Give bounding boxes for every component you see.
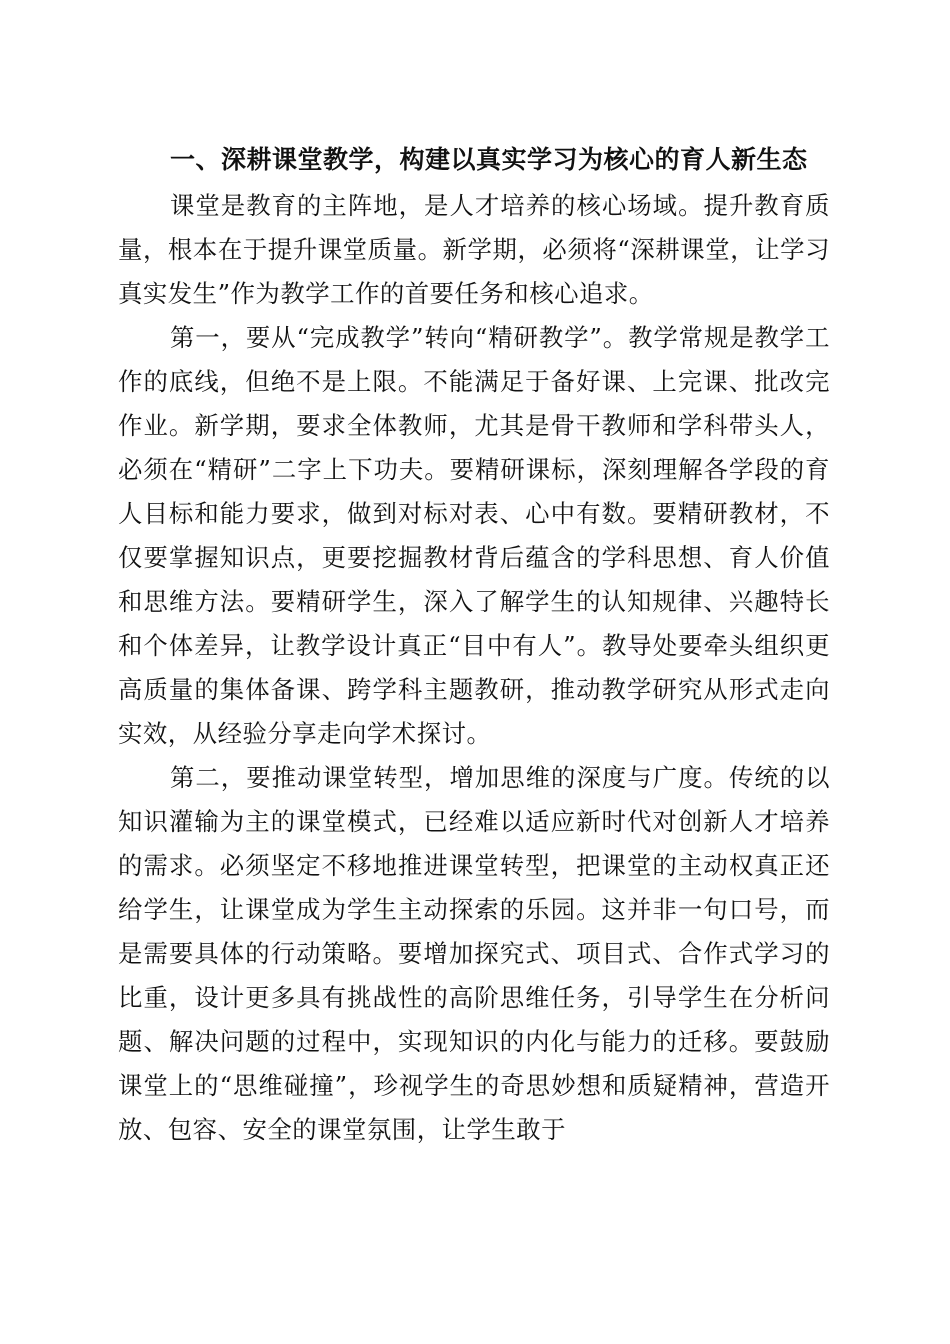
paragraph-first-point: 第一，要从“完成教学”转向“精研教学”。教学常规是教学工作的底线，但绝不是上限。不能满足于备好课、上完课、批改完作业。新学期，要求全体教师，尤其是骨干教师和学科带头人，必须在“精研”二字上下功夫。要精研课标，深刻理解各学段的育人目标和能力要求，做到对标对表、心中有数。要精研教材，不仅要掌握知识点，更要挖掘教材背后蕴含的学科思想、育人价值和思维方法。要精研学生，深入了解学生的认知规律、兴趣特长和个体差异，让教学设计真正“目中有人”。教导处要牵头组织更高质量的集体备课、跨学科主题教研，推动教学研究从形式走向实效，从经验分享走向学术探讨。 [118, 323, 830, 748]
paragraph-second-point: 第二，要推动课堂转型，增加思维的深度与广度。传统的以知识灌输为主的课堂模式，已经难以适应新时代对创新人才培养的需求。必须坚定不移地推进课堂转型，把课堂的主动权真正还给学生，让课堂成为学生主动探索的乐园。这并非一句口号，而是需要具体的行动策略。要增加探究式、项目式、合作式学习的比重，设计更多具有挑战性的高阶思维任务，引导学生在分析问题、解决问题的过程中，实现知识的内化与能力的迁移。要鼓励课堂上的“思维碰撞”，珍视学生的奇思妙想和质疑精神，营造开放、包容、安全的课堂氛围，让学生敢于 [118, 763, 830, 1144]
document-page [118, 140, 830, 1152]
paragraph-intro: 课堂是教育的主阵地，是人才培养的核心场域。提升教育质量，根本在于提升课堂质量。新学期，必须将“深耕课堂，让学习真实发生”作为教学工作的首要任务和核心追求。 [118, 191, 830, 308]
section-heading: 一、深耕课堂教学，构建以真实学习为核心的育人新生态 [170, 145, 808, 174]
